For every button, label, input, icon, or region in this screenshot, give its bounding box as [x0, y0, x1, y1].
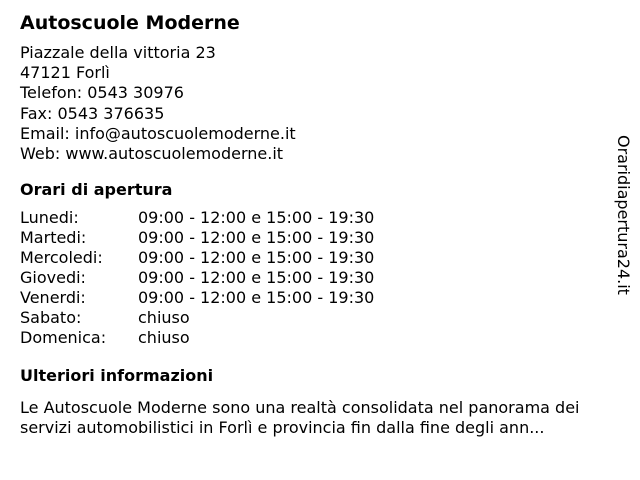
hours-day: Sabato: [20, 308, 82, 328]
site-watermark [612, 135, 634, 311]
hours-row [20, 228, 610, 248]
hours-day: Mercoledi: [20, 248, 103, 268]
hours-time: 09:00 - 12:00 e 15:00 - 19:30 [138, 228, 375, 248]
hours-row [20, 268, 610, 288]
contact-block [20, 43, 610, 164]
hours-heading: Orari di apertura [20, 180, 173, 200]
hours-row [20, 248, 610, 268]
business-name: Autoscuole Moderne [20, 12, 240, 34]
hours-time: 09:00 - 12:00 e 15:00 - 19:30 [138, 288, 375, 308]
email-address: Email: info@autoscuolemoderne.it [20, 123, 296, 143]
business-card [20, 10, 610, 438]
hours-time: 09:00 - 12:00 e 15:00 - 19:30 [138, 248, 375, 268]
address-city: 47121 Forlì [20, 63, 110, 83]
fax-number: Fax: 0543 376635 [20, 103, 165, 123]
hours-time: 09:00 - 12:00 e 15:00 - 19:30 [138, 268, 375, 288]
website-address: Web: www.autoscuolemoderne.it [20, 144, 284, 164]
watermark-text: Oraridiapertura24.it [614, 135, 633, 295]
info-heading: Ulteriori informazioni [20, 366, 214, 386]
hours-row [20, 288, 610, 308]
hours-day: Venerdi: [20, 288, 86, 308]
phone-number: Telefon: 0543 30976 [20, 83, 184, 103]
info-description: Le Autoscuole Moderne sono una realtà consolidata nel panorama dei servizi automobilistici in Forlì e provincia fin dalla fine degli ann... [20, 398, 580, 438]
hours-time: 09:00 - 12:00 e 15:00 - 19:30 [138, 208, 375, 228]
opening-hours-table [20, 208, 610, 348]
hours-day: Domenica: [20, 328, 107, 348]
hours-day: Martedi: [20, 228, 87, 248]
hours-day: Giovedi: [20, 268, 86, 288]
hours-row [20, 208, 610, 228]
hours-time: chiuso [138, 328, 190, 348]
hours-row [20, 328, 610, 348]
address-street: Piazzale della vittoria 23 [20, 43, 216, 62]
hours-row [20, 308, 610, 328]
hours-day: Lunedi: [20, 208, 79, 228]
hours-time: chiuso [138, 308, 190, 328]
